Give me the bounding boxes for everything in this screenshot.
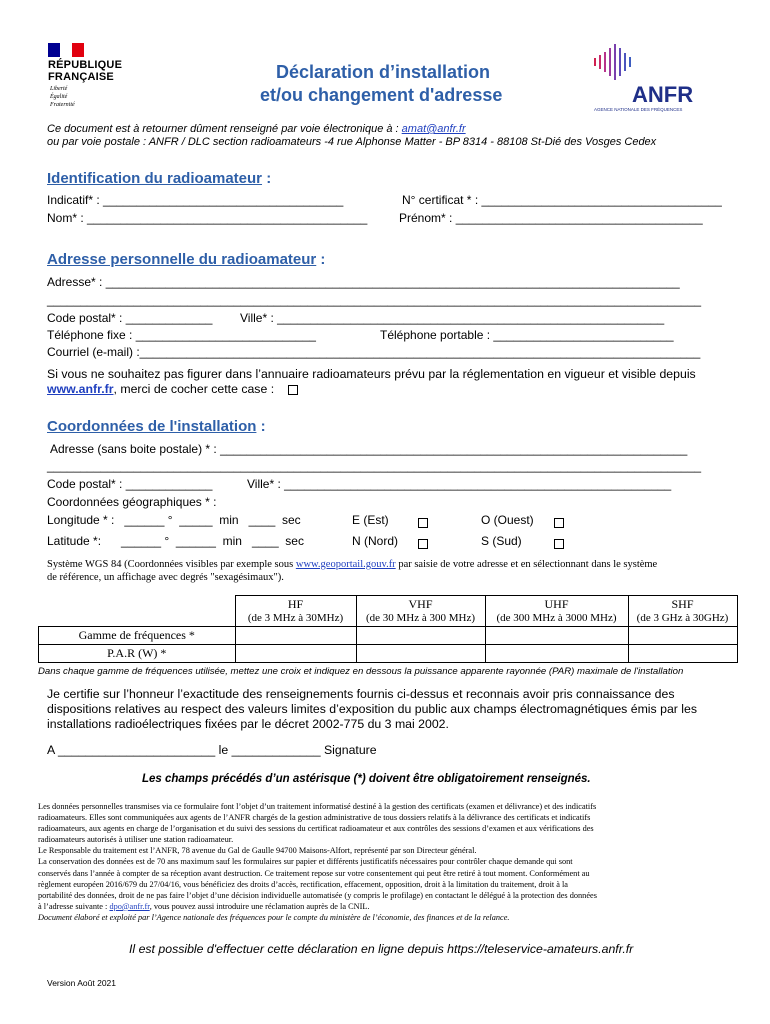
prenom-field[interactable]: Prénom* : _____________________________________ xyxy=(399,211,703,225)
privacy-line: radioamateurs, aux agents en charge de l’organisation et du suivi des sessions du certificat radioamateur et aux contrôles des sessions d’examen et aux vérifications des xyxy=(38,824,594,834)
wgs-note-line1 xyxy=(47,559,657,570)
motto-3: Fraternité xyxy=(50,102,75,108)
band-hf-range: (de 3 MHz à 30MHz) xyxy=(247,612,344,625)
anfr-waves-icon xyxy=(592,44,640,80)
certify-line2: dispositions relatives au respect des valeurs limites d’exposition du public aux champs électromagnétiques émis par les xyxy=(47,702,698,716)
par-label: P.A.R (W) * xyxy=(39,644,236,662)
anfr-logo-subtitle: AGENCE NATIONALE DES FRÉQUENCES xyxy=(594,107,683,112)
band-uhf-header xyxy=(485,596,628,627)
section-adresse-colon: : xyxy=(316,251,326,268)
privacy-line: conservés dans l’année à compter de sa réception avant destruction. Ce traitement repose sur votre consentement qui peut être retiré à tout moment. Conformément au xyxy=(38,868,590,878)
ouest-checkbox[interactable] xyxy=(554,518,564,528)
annuaire-text: Si vous ne souhaitez pas figurer dans l’annuaire radioamateurs prévu par la réglementation en vigueur et visible depuis xyxy=(47,367,696,381)
privacy-line: radioamateurs autorisés à utiliser une station radioamateur. xyxy=(38,835,234,845)
intro-line2: ou par voie postale : ANFR / DLC section radioamateurs -4 rue Alphonse Matter - BP 8314 - 88108 St-Dié des Vosges Cedex xyxy=(47,136,657,148)
par-shf-cell[interactable] xyxy=(628,644,737,662)
section-adresse-label: Adresse personnelle du radioamateur xyxy=(47,251,317,268)
table-row xyxy=(39,626,738,644)
section-installation-label: Coordonnées de l'installation xyxy=(47,418,257,435)
section-installation-title xyxy=(47,418,266,435)
dpo-email-link[interactable]: dpo@anfr.fr xyxy=(109,901,150,911)
privacy-line: règlement européen 2016/679 du 27/04/16, vous bénéficiez des droits d’accès, rectification, effacement, opposition, droit à la limitation du traitement, droit à la xyxy=(38,879,568,889)
nord-checkbox[interactable] xyxy=(418,539,428,549)
section-identification-title xyxy=(47,170,271,187)
frequency-table xyxy=(38,595,738,663)
privacy-line: La conservation des données est de 70 ans maximum sauf les formulaires sur papier et différents justificatifs nécessaires pour contrôler chaque demande qui sont xyxy=(38,857,573,867)
anfr-logo-text: ANFR xyxy=(632,82,694,107)
table-corner-cell xyxy=(39,596,236,627)
anfr-website-link[interactable]: www.anfr.fr xyxy=(47,382,114,396)
par-vhf-cell[interactable] xyxy=(356,644,485,662)
intro-email-link[interactable]: amat@anfr.fr xyxy=(401,123,466,135)
band-shf-header xyxy=(628,596,737,627)
section-identification-colon: : xyxy=(262,170,272,187)
geoportail-link[interactable]: www.geoportail.gouv.fr xyxy=(295,559,396,570)
certify-line3: installations radioélectriques fixées par le décret 2002-775 du 3 mai 2002. xyxy=(47,717,449,731)
installation-adresse-field-line2[interactable]: __________________________________________________________________________________________________ xyxy=(47,459,702,473)
marianne-flag-icon xyxy=(48,43,84,57)
signature-line[interactable]: A _______________________ le _____________ Signature xyxy=(47,743,377,757)
band-vhf-range: (de 30 MHz à 300 MHz) xyxy=(365,612,476,625)
privacy-line: Le Responsable du traitement est l’ANFR, 78 avenue du Gal de Gaulle 94700 Maisons-Alfort, représenté par son Directeur général. xyxy=(38,846,477,856)
section-identification-label: Identification du radioamateur xyxy=(47,170,263,187)
republique-line2: FRANÇAISE xyxy=(48,71,114,83)
gamme-label: Gamme de fréquences * xyxy=(39,626,236,644)
band-vhf-name: VHF xyxy=(408,597,433,612)
motto-2: Égalité xyxy=(50,94,68,100)
privacy-line: Les données personnelles transmises via ce formulaire font l’objet d’un traitement informatisé destiné à la gestion des certificats (examen et délivrance) et des indicatifs xyxy=(38,802,597,811)
version-label: Version Août 2021 xyxy=(47,978,117,988)
par-hf-cell[interactable] xyxy=(235,644,356,662)
tel-fixe-field[interactable]: Téléphone fixe : ___________________________ xyxy=(47,328,316,342)
latitude-field[interactable]: Latitude *: ______ ° ______ min ____ sec xyxy=(47,534,304,548)
gamme-shf-cell[interactable] xyxy=(628,626,737,644)
band-uhf-name: UHF xyxy=(544,597,569,612)
annuaire-line2 xyxy=(47,382,298,396)
online-declaration-note: Il est possible d'effectuer cette déclaration en ligne depuis https://teleservice-amateurs.anfr.fr xyxy=(129,942,634,956)
est-label: E (Est) xyxy=(352,513,389,527)
band-shf-name: SHF xyxy=(671,597,694,612)
wgs-note-suffix: par saisie de votre adresse et en sélectionnant dans le système xyxy=(395,559,658,570)
table-row xyxy=(39,644,738,662)
tel-portable-field[interactable]: Téléphone portable : ___________________________ xyxy=(380,328,674,342)
band-hf-header xyxy=(235,596,356,627)
certify-line1: Je certifie sur l’honneur l’exactitude des renseignements fournis ci-dessus et reconnais avoir pris connaissance des xyxy=(47,687,675,701)
anfr-logo xyxy=(592,44,640,83)
table-header-row xyxy=(39,596,738,627)
sud-label: S (Sud) xyxy=(481,534,522,548)
installation-adresse-field[interactable]: Adresse (sans boite postale) * : ______________________________________________________________________ xyxy=(50,442,688,456)
band-hf-name: HF xyxy=(287,597,304,612)
adresse-field-line2[interactable]: __________________________________________________________________________________________________ xyxy=(47,293,702,307)
gamme-hf-cell[interactable] xyxy=(235,626,356,644)
gamme-vhf-cell[interactable] xyxy=(356,626,485,644)
installation-ville-field[interactable]: Ville* : __________________________________________________________ xyxy=(247,477,672,491)
privacy-line-suffix: , vous pouvez aussi introduire une réclamation auprès de la CNIL. xyxy=(149,901,370,911)
intro-line1-text: Ce document est à retourner dûment renseigné par voie électronique à : xyxy=(47,123,399,135)
nom-field[interactable]: Nom* : __________________________________________ xyxy=(47,211,368,225)
est-checkbox[interactable] xyxy=(418,518,428,528)
nord-label: N (Nord) xyxy=(352,534,399,548)
section-installation-colon: : xyxy=(256,418,266,435)
sud-checkbox[interactable] xyxy=(554,539,564,549)
republique-line1: RÉPUBLIQUE xyxy=(48,59,123,71)
code-postal-field[interactable]: Code postal* : _____________ xyxy=(47,311,213,325)
privacy-line-prefix: à l’adresse suivante : xyxy=(38,901,108,911)
privacy-line: Document élaboré et exploité par l’Agence nationale des fréquences pour le compte du ministère de l’économie, des finances et de la relance. xyxy=(38,912,510,922)
motto-1: Liberté xyxy=(50,86,68,92)
par-uhf-cell[interactable] xyxy=(485,644,628,662)
annuaire-checkbox[interactable] xyxy=(288,385,298,395)
privacy-line xyxy=(38,901,597,912)
table-note: Dans chaque gamme de fréquences utilisée, mettez une croix et indiquez en dessous la puissance apparente rayonnée (PAR) maximale de l'installation xyxy=(38,666,684,677)
section-adresse-title xyxy=(47,251,325,268)
courriel-field[interactable]: Courriel (e-mail) :____________________________________________________________________________________ xyxy=(47,345,701,359)
adresse-field[interactable]: Adresse* : ______________________________________________________________________________________ xyxy=(47,275,680,289)
republique-logo xyxy=(48,43,84,60)
intro-line1 xyxy=(47,123,466,135)
wgs-note-line2: de référence, un affichage avec degrés "sexagésimaux"). xyxy=(47,572,284,583)
mandatory-note: Les champs précédés d’un astérisque (*) doivent être obligatoirement renseignés. xyxy=(142,773,591,785)
page-title-line2: et/ou changement d'adresse xyxy=(260,85,503,105)
band-vhf-header xyxy=(356,596,485,627)
privacy-line: portabilité des données, droit de ne pas faire l’objet d’une décision individuelle automatisée (y compris le profilage) en contactant le délégué à la protection des données xyxy=(38,890,597,900)
privacy-notice xyxy=(38,801,597,923)
installation-code-postal-field[interactable]: Code postal* : _____________ xyxy=(47,477,213,491)
indicatif-field[interactable]: Indicatif* : ____________________________________ xyxy=(47,193,344,207)
certificat-field[interactable]: N° certificat * : ____________________________________ xyxy=(402,193,722,207)
wgs-note-prefix: Système WGS 84 (Coordonnées visibles par exemple sous xyxy=(47,559,294,570)
longitude-field[interactable]: Longitude * : ______ ° _____ min ____ sec xyxy=(47,513,301,527)
coordonnees-label: Coordonnées géographiques * : xyxy=(47,495,217,509)
page-title-line1: Déclaration d’installation xyxy=(276,62,491,82)
privacy-line: radioamateurs. Elles sont communiquées aux agents de l’ANFR chargés de la gestion administrative de tous dossiers relatifs à la délivrance des certificats et indicatifs xyxy=(38,813,591,823)
ouest-label: O (Ouest) xyxy=(481,513,534,527)
gamme-uhf-cell[interactable] xyxy=(485,626,628,644)
band-shf-range: (de 3 GHz à 30GHz) xyxy=(636,612,729,625)
annuaire-suffix: , merci de cocher cette case : xyxy=(113,382,275,396)
band-uhf-range: (de 300 MHz à 3000 MHz) xyxy=(496,612,617,625)
ville-field[interactable]: Ville* : __________________________________________________________ xyxy=(240,311,665,325)
